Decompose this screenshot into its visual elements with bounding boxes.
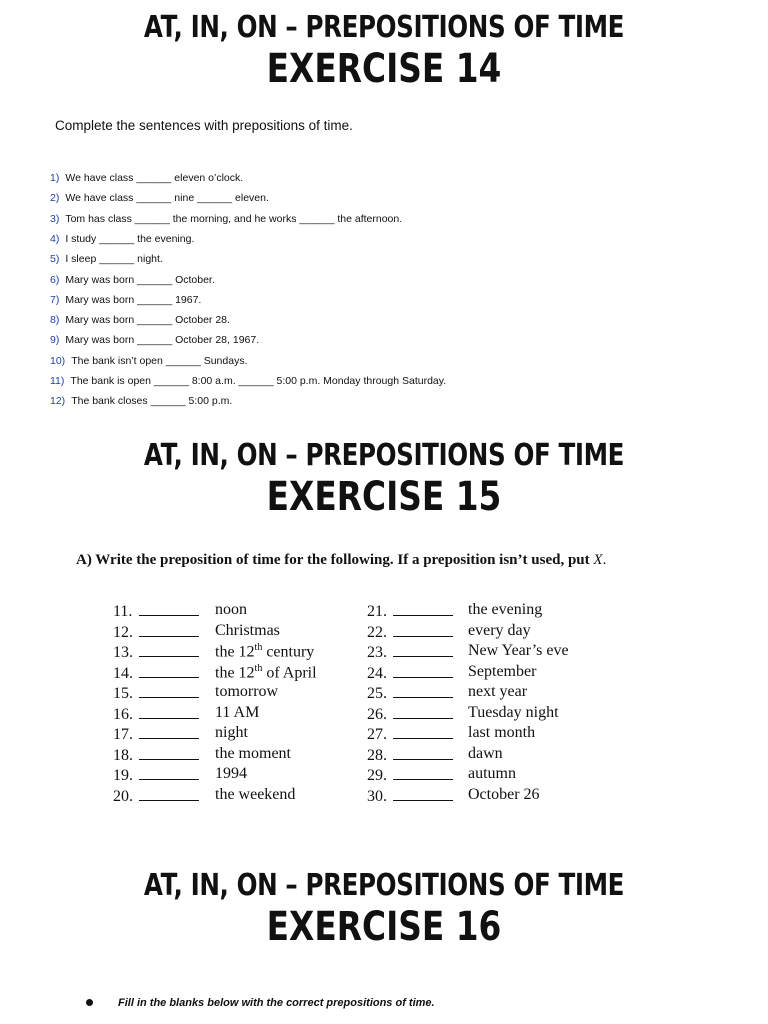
item-row	[113, 642, 315, 662]
item-row	[113, 621, 280, 642]
item-number: 11.	[113, 603, 133, 620]
item-number: 12.	[113, 623, 133, 641]
sentence-number: 10)	[50, 354, 66, 367]
sentence-number: 9)	[50, 334, 60, 347]
item-row	[367, 744, 503, 765]
sentence-text: The bank closes ______ 5:00 p.m.	[71, 395, 233, 408]
sentence-number: 8)	[50, 314, 60, 327]
item-number: 22.	[367, 623, 387, 641]
exercise-14-instruction: Complete the sentences with prepositions of time.	[55, 118, 353, 133]
sentence-row	[50, 192, 269, 206]
answer-blank[interactable]	[393, 601, 453, 616]
item-text: New Year’s eve	[468, 642, 569, 659]
item-text: September	[468, 662, 537, 680]
answer-blank[interactable]	[139, 745, 199, 760]
sentence-row	[50, 395, 232, 409]
sentence-text: The bank isn’t open ______ Sundays.	[71, 354, 248, 367]
item-number: 30.	[367, 787, 387, 805]
item-text: the 12th century	[215, 642, 315, 661]
sentence-text: Mary was born ______ 1967.	[65, 293, 202, 306]
exercise-16-header	[0, 868, 768, 950]
exercise-title: EXERCISE 15	[266, 474, 502, 520]
sentence-number: 12)	[50, 395, 66, 408]
answer-blank[interactable]	[393, 786, 453, 801]
item-number: 20.	[113, 787, 133, 805]
item-number: 26.	[367, 705, 387, 723]
item-row	[113, 703, 260, 724]
item-text: 1994	[215, 765, 247, 782]
sentence-number: 4)	[50, 232, 60, 245]
item-number: 28.	[367, 746, 387, 764]
instruction-x: X	[593, 552, 603, 568]
item-number: 14.	[113, 664, 133, 682]
exercise-14-header	[0, 10, 768, 92]
item-text: next year	[468, 683, 528, 700]
section-heading: AT, IN, ON – PREPOSITIONS OF TIME	[143, 868, 625, 903]
item-row	[113, 601, 247, 621]
item-number: 21.	[367, 603, 387, 620]
answer-blank[interactable]	[393, 663, 453, 678]
exercise-15-instruction: A) Write the preposition of time for the following. If a preposition isn’t used, put X.	[76, 552, 607, 568]
bullet-text: Fill in the blanks below with the correct prepositions of time.	[118, 997, 435, 1009]
sentence-number: 3)	[50, 212, 60, 225]
sentence-text: We have class ______ eleven o’clock.	[65, 172, 244, 184]
instruction-text: A) Write the preposition of time for the following. If a preposition isn’t used, put	[76, 552, 590, 568]
sentence-text: The bank is open ______ 8:00 a.m. ______ 5:00 p.m. Monday through Saturday.	[70, 375, 447, 387]
sentence-text: Mary was born ______ October 28, 1967.	[65, 334, 260, 347]
item-number: 25.	[367, 685, 387, 702]
answer-blank[interactable]	[139, 683, 199, 698]
bullet-dot	[86, 999, 93, 1006]
answer-blank[interactable]	[139, 704, 199, 719]
exercise-title: EXERCISE 16	[266, 904, 502, 950]
answer-blank[interactable]	[139, 765, 199, 780]
answer-blank[interactable]	[393, 704, 453, 719]
item-row	[367, 601, 543, 621]
item-text: last month	[468, 724, 536, 741]
item-text: autumn	[468, 765, 516, 782]
answer-blank[interactable]	[393, 642, 453, 657]
sentence-text: Tom has class ______ the morning, and he works ______ the afternoon.	[65, 212, 403, 225]
sentence-number: 11)	[50, 375, 65, 387]
sentence-number: 5)	[50, 253, 60, 266]
answer-blank[interactable]	[393, 765, 453, 780]
item-number: 13.	[113, 644, 133, 661]
item-text: tomorrow	[215, 683, 279, 700]
exercise-title: EXERCISE 14	[266, 46, 502, 92]
item-number: 23.	[367, 644, 387, 661]
sentence-row	[50, 314, 230, 328]
item-text: every day	[468, 621, 531, 639]
sentence-row	[50, 294, 201, 308]
item-number: 27.	[367, 726, 387, 743]
item-row	[113, 785, 296, 806]
section-heading: AT, IN, ON – PREPOSITIONS OF TIME	[143, 438, 625, 473]
item-row	[367, 642, 569, 662]
item-number: 16.	[113, 705, 133, 723]
answer-blank[interactable]	[139, 601, 199, 616]
item-text: the weekend	[215, 785, 296, 803]
item-text: Christmas	[215, 621, 280, 639]
item-row	[113, 744, 291, 765]
item-row	[113, 724, 248, 744]
item-row	[367, 785, 540, 806]
item-row	[367, 683, 528, 703]
sentence-row	[50, 213, 402, 227]
answer-blank[interactable]	[393, 622, 453, 637]
item-number: 19.	[113, 767, 133, 784]
item-text: Tuesday night	[468, 703, 559, 721]
answer-blank[interactable]	[139, 786, 199, 801]
sentence-number: 2)	[50, 192, 60, 205]
sentence-number: 6)	[50, 273, 60, 286]
sentence-row	[50, 274, 215, 288]
item-number: 15.	[113, 685, 133, 702]
item-text: October 26	[468, 785, 540, 803]
item-text: the evening	[468, 601, 543, 618]
item-text: dawn	[468, 744, 503, 762]
item-text: noon	[215, 601, 247, 618]
answer-blank[interactable]	[139, 724, 199, 739]
item-text: the moment	[215, 744, 291, 762]
item-row	[367, 703, 559, 724]
answer-blank[interactable]	[139, 642, 199, 657]
answer-blank[interactable]	[393, 683, 453, 698]
sentence-text: Mary was born ______ October 28.	[65, 314, 230, 327]
sentence-row	[50, 334, 259, 348]
answer-blank[interactable]	[139, 663, 199, 678]
item-text: 11 AM	[215, 703, 260, 721]
item-row	[367, 662, 537, 683]
sentence-row	[50, 172, 243, 186]
item-text: night	[215, 724, 248, 741]
sentence-text: We have class ______ nine ______ eleven.	[65, 192, 269, 205]
exercise-15-header	[0, 438, 768, 520]
sentence-row	[50, 375, 446, 389]
answer-blank[interactable]	[139, 622, 199, 637]
item-number: 24.	[367, 664, 387, 682]
sentence-number: 7)	[50, 293, 60, 306]
sentence-row	[50, 355, 247, 369]
item-row	[367, 621, 531, 642]
item-text: the 12th of April	[215, 662, 317, 681]
sentence-text: Mary was born ______ October.	[65, 273, 215, 286]
item-row	[367, 724, 536, 744]
item-row	[113, 765, 247, 785]
item-row	[367, 765, 516, 785]
answer-blank[interactable]	[393, 724, 453, 739]
item-number: 17.	[113, 726, 133, 743]
sentence-text: I sleep ______ night.	[65, 253, 163, 266]
item-number: 29.	[367, 767, 387, 784]
item-row	[113, 683, 279, 703]
sentence-row	[50, 233, 194, 247]
sentence-number: 1)	[50, 172, 60, 184]
sentence-row	[50, 253, 163, 267]
answer-blank[interactable]	[393, 745, 453, 760]
sentence-text: I study ______ the evening.	[65, 232, 195, 245]
item-row	[113, 662, 317, 683]
item-number: 18.	[113, 746, 133, 764]
section-heading: AT, IN, ON – PREPOSITIONS OF TIME	[143, 10, 625, 45]
